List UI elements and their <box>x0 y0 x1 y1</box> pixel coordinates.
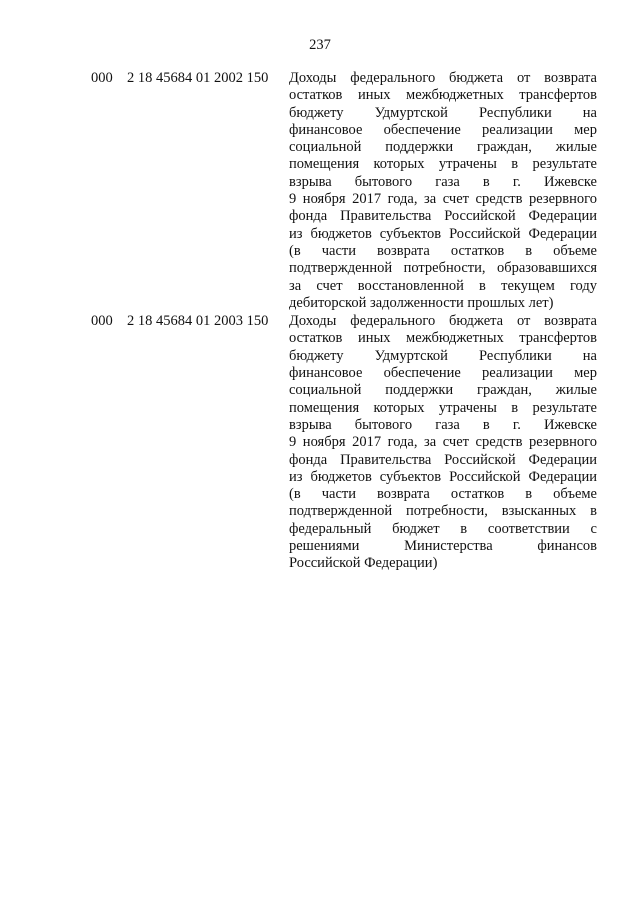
description-line: социальной поддержки граждан, жилые <box>289 382 597 399</box>
description-line: фонда Правительства Российской Федерации <box>289 451 597 468</box>
description-line: бюджету Удмуртской Республики на <box>289 347 597 364</box>
description-line: взрыва бытового газа в г. Ижевске <box>289 416 597 433</box>
description-line: помещения которых утрачены в результате <box>289 156 597 173</box>
description-line: социальной поддержки граждан, жилые <box>289 139 597 156</box>
budget-code-list <box>0 70 640 573</box>
budget-entry <box>0 70 640 312</box>
description-line: остатков иных межбюджетных трансфертов <box>289 330 597 347</box>
description-line: взрыва бытового газа в г. Ижевске <box>289 173 597 190</box>
income-description <box>289 313 597 572</box>
description-line: (в части возврата остатков в объеме <box>289 242 597 259</box>
description-line: из бюджетов субъектов Российской Федерации <box>289 225 597 242</box>
description-line: Российской Федерации) <box>289 555 438 572</box>
budget-classification-code: 2 18 45684 01 2003 150 <box>127 313 269 330</box>
description-line: дебиторской задолженности прошлых лет) <box>289 294 554 311</box>
description-line: Доходы федерального бюджета от возврата <box>289 70 597 86</box>
description-line: Доходы федерального бюджета от возврата <box>289 313 597 330</box>
description-line: подтвержденной потребности, образовавшихся <box>289 260 597 277</box>
description-line: за счет восстановленной в текущем году <box>289 277 597 294</box>
administrator-code: 000 <box>91 70 113 86</box>
description-line: подтвержденной потребности, взысканных в <box>289 503 597 520</box>
description-line: решениями Министерства финансов <box>289 538 597 555</box>
description-line: 9 ноября 2017 года, за счет средств резервного <box>289 191 597 208</box>
description-line: бюджету Удмуртской Республики на <box>289 104 597 121</box>
description-line: 9 ноября 2017 года, за счет средств резервного <box>289 434 597 451</box>
budget-entry <box>0 313 640 572</box>
description-line: помещения которых утрачены в результате <box>289 399 597 416</box>
description-line: финансовое обеспечение реализации мер <box>289 121 597 138</box>
page-number: 237 <box>309 37 331 53</box>
administrator-code: 000 <box>91 313 113 330</box>
description-line: финансовое обеспечение реализации мер <box>289 365 597 382</box>
description-line: (в части возврата остатков в объеме <box>289 486 597 503</box>
description-line: остатков иных межбюджетных трансфертов <box>289 87 597 104</box>
description-line: федеральный бюджет в соответствии с <box>289 520 597 537</box>
description-line: фонда Правительства Российской Федерации <box>289 208 597 225</box>
description-line: из бюджетов субъектов Российской Федерации <box>289 468 597 485</box>
budget-classification-code: 2 18 45684 01 2002 150 <box>127 70 269 86</box>
income-description <box>289 70 597 312</box>
